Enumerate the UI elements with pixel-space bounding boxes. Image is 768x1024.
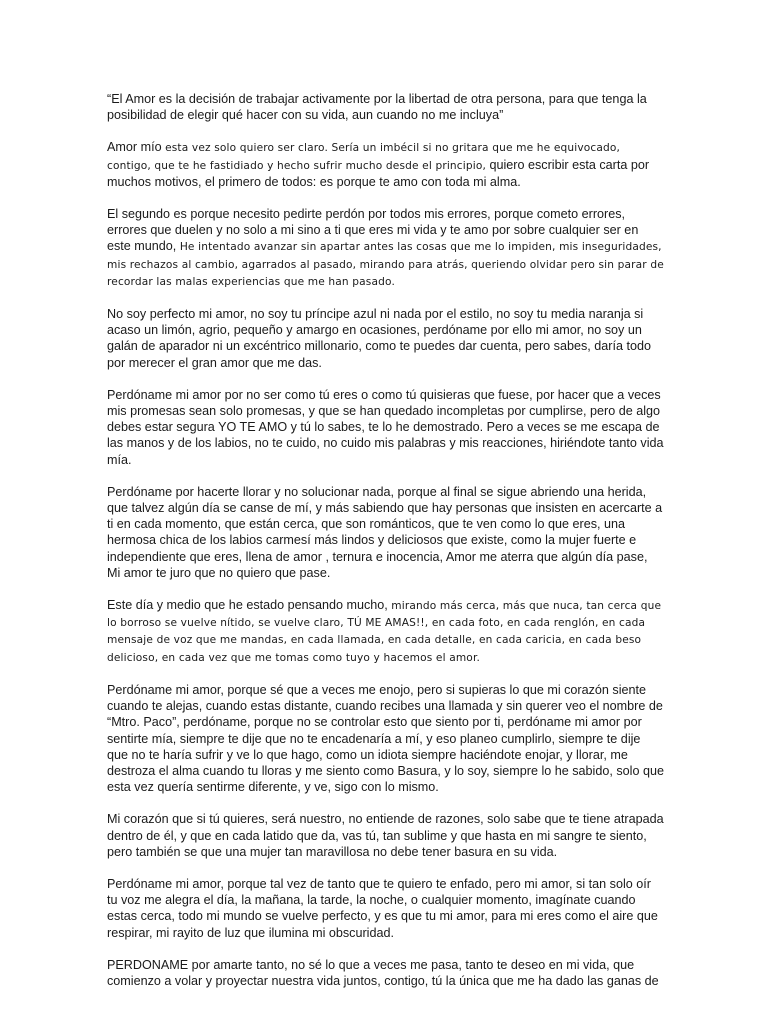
text-segment: Amor mío bbox=[107, 140, 166, 155]
text-segment: Este día y medio que he estado pensando mucho, bbox=[107, 598, 392, 613]
text-segment: Perdóname mi amor, porque sé que a veces me enojo, pero si supieras lo que mi corazón siente cuando te alejas, cuando estas distante, cuando recibes una llamada y sin querer veo el nombre de “Mtro. Paco”, perdóname, porque no se controlar esto que siento por ti, perdóname mi amor por sentirte mía, siempre te dije que no te encadenaría a mí, y eso planeo cumplirlo, siempre te dije que no te haría sufrir y ve lo que hago, como un idiota siempre haciéndote enojar, y llorar, me destroza el alma cuando tu lloras y me siento como Basura, y lo soy, siempre lo he sabido, solo que esta vez quería sentirme diferente, y ve, sigo con lo mismo. bbox=[107, 682, 664, 795]
text-segment: PERDONAME por amarte tanto, no sé lo que a veces me pasa, tanto te deseo en mi vida, que comienzo a volar y proyectar nuestra vida juntos, contigo, tú la única que me ha dado las ganas de bbox=[107, 957, 659, 988]
paragraph-4 bbox=[107, 306, 664, 371]
paragraph-11 bbox=[107, 957, 664, 989]
paragraph-1 bbox=[107, 91, 664, 123]
paragraph-7 bbox=[107, 597, 664, 666]
paragraph-6 bbox=[107, 484, 664, 581]
text-segment: Perdóname mi amor por no ser como tú eres o como tú quisieras que fuese, por hacer que a veces mis promesas sean solo promesas, y que se han quedado incompletas por cumplirse, pero de algo debes estar segura YO TE AMO y tú lo sabes, te lo he demostrado. Pero a veces se me escapa de las manos y de los labios, no te cuido, no cuido mis palabras y mis reacciones, hiriéndote tanto vida mía. bbox=[107, 387, 664, 467]
text-segment: Perdóname por hacerte llorar y no solucionar nada, porque al final se sigue abriendo una herida, que talvez algún día se canse de mí, y más sabiendo que hay personas que insisten en acercarte a ti en cada momento, que están cerca, que son románticos, que te ven como lo que eres, una hermosa chica de los labios carmesí más lindos y deliciosos que existe, como la mujer fuerte e independiente que eres, llena de amor , ternura e inocencia, Amor me aterra que algún día pase, Mi amor te juro que no quiero que pase. bbox=[107, 484, 663, 580]
paragraph-3 bbox=[107, 206, 664, 290]
text-segment: No soy perfecto mi amor, no soy tu príncipe azul ni nada por el estilo, no soy tu media naranja si acaso un limón, agrio, pequeño y amargo en ocasiones, perdóname por ello mi amor, no soy un galán de aparador ni un excéntrico millonario, como te puedes dar cuenta, pero sabes, daría todo por merecer el gran amor que me das. bbox=[107, 307, 651, 370]
text-segment: Perdóname mi amor, porque tal vez de tanto que te quiero te enfado, pero mi amor, si tan solo oír tu voz me alegra el día, la mañana, la tarde, la noche, o cualquier momento, imagínate cuando estas cerca, todo mi mundo se vuelve perfecto, y es que tu mi amor, para mi eres como el aire que respirar, mi rayito de luz que ilumina mi obscuridad. bbox=[107, 876, 658, 940]
paragraph-5 bbox=[107, 387, 664, 468]
text-segment: “El Amor es la decisión de trabajar activamente por la libertad de otra persona, para que tenga la posibilidad de elegir qué hacer con su vida, aun cuando no me incluya” bbox=[107, 92, 647, 123]
text-segment: Mi corazón que si tú quieres, será nuestro, no entiende de razones, solo sabe que te tiene atrapada dentro de él, y que en cada latido que da, vas tú, tan sublime y que hasta en mi sangre te siento, pero también se que una mujer tan maravillosa no debe tener basura en su vida. bbox=[107, 812, 664, 859]
text-segment: esta vez solo quiero ser claro. Sería un imbécil si no gritara que me he equivocado, contigo, que te he fastidiado y hecho sufrir mucho desde el principio, bbox=[107, 142, 621, 172]
paragraph-2 bbox=[107, 139, 664, 190]
text-segment: He intentado avanzar sin apartar antes las cosas que me lo impiden, mis inseguridades, mis rechazos al cambio, agarrados al pasado, mirando para atrás, queriendo olvidar pero sin parar de recordar las malas experiencias que me han pasado. bbox=[107, 241, 664, 288]
paragraph-10 bbox=[107, 876, 664, 941]
paragraph-8 bbox=[107, 682, 664, 795]
text-segment: quiero escribir esta carta por muchos motivos, el primero de todos: es porque te amo con toda mi alma. bbox=[107, 157, 650, 189]
text-segment: mirando más cerca, más que nuca, tan cerca que lo borroso se vuelve nítido, se vuelve claro, TÚ ME AMAS!!, en cada foto, en cada renglón, en cada mensaje de voz que me mandas, en cada llamada, en cada detalle, en cada caricia, en cada beso delicioso, en cada vez que me tomas como tuyo y hacemos el amor. bbox=[107, 600, 662, 664]
text-segment: El segundo es porque necesito pedirte perdón por todos mis errores, porque cometo errores, errores que duelen y no solo a mi sino a ti que eres mi vida y te amo por sobre cualquier ser en este mundo, bbox=[107, 207, 639, 254]
paragraph-9 bbox=[107, 811, 664, 860]
